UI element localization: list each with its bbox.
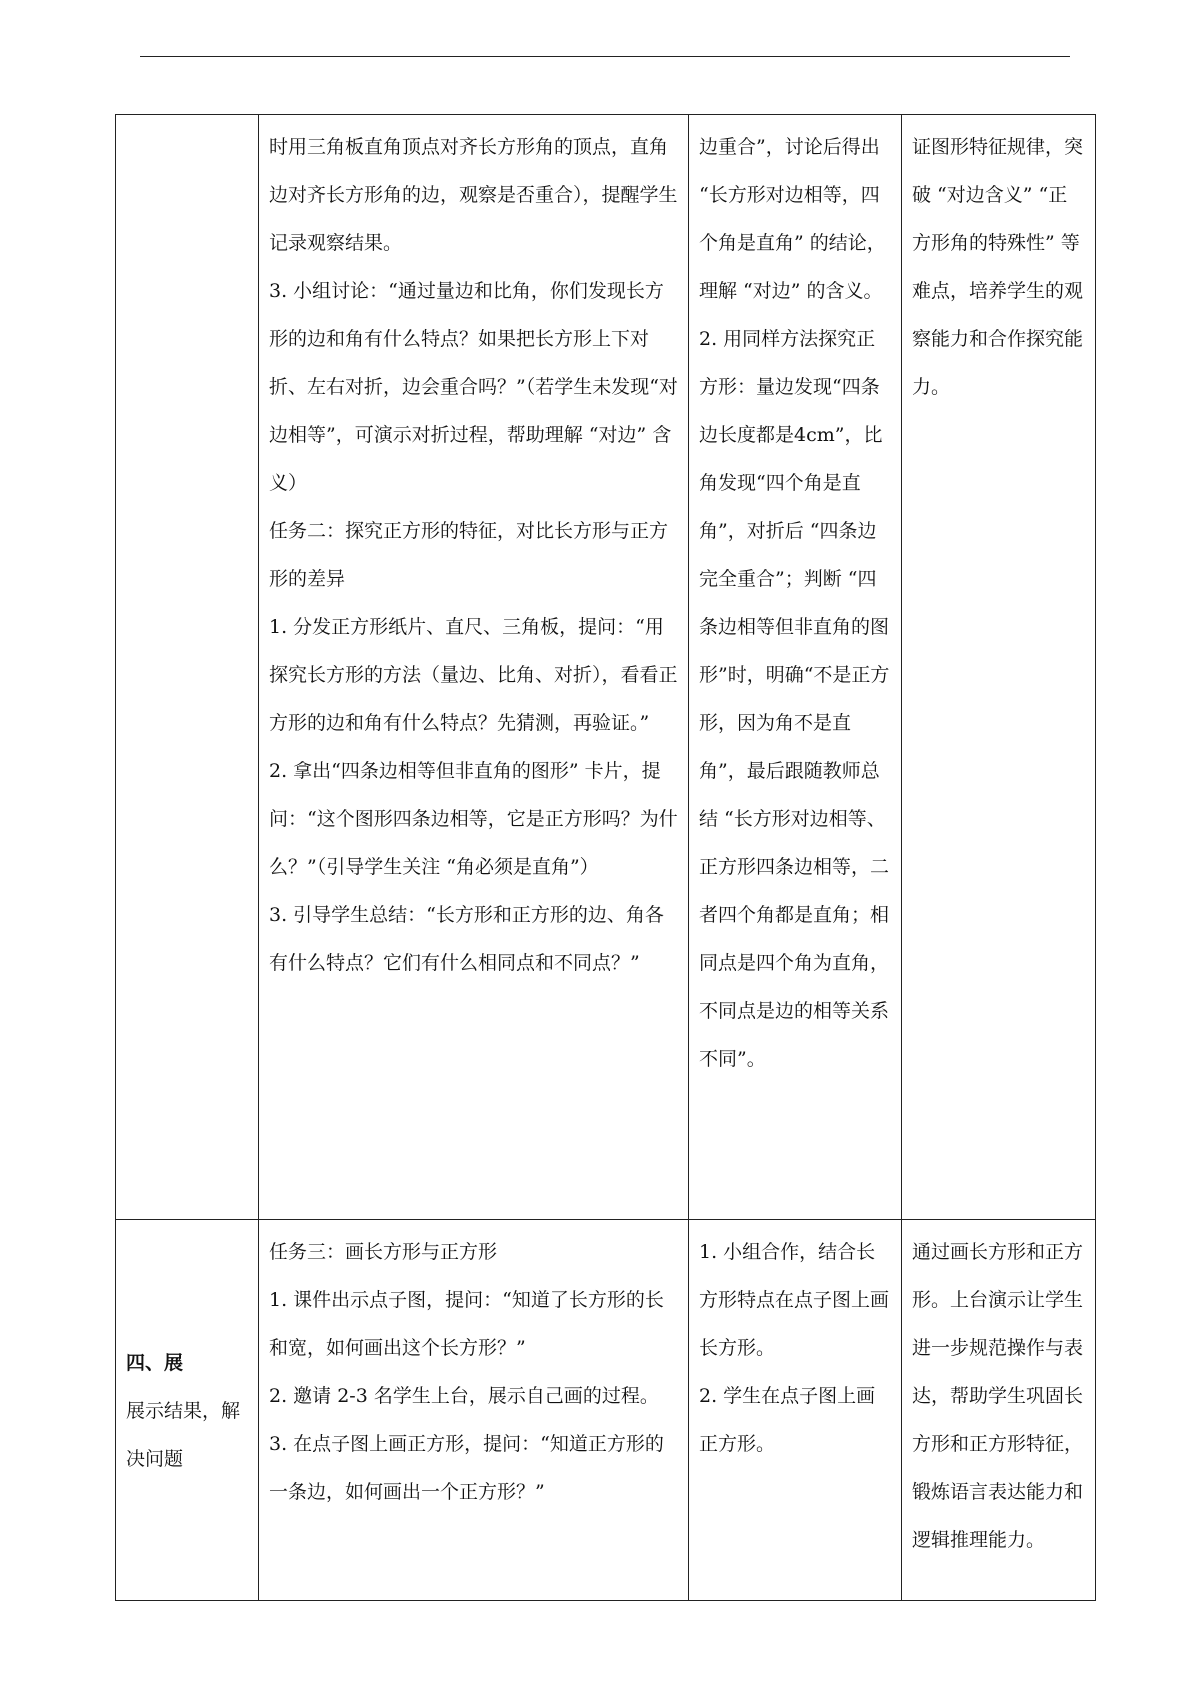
teacher-activity-cell [259,115,689,1220]
teacher-paragraph: 2. 拿出“四条边相等但非直角的图形” 卡片，提问：“这个图形四条边相等，它是正方形吗？为什么？”（引导学生关注 “角必须是直角”） [269,760,678,878]
teacher-paragraph: 任务三：画长方形与正方形 [269,1241,498,1263]
table-row [116,115,1096,1220]
student-activity-cell [689,1220,902,1601]
lesson-plan-table [115,114,1096,1601]
teacher-paragraph: 时用三角板直角顶点对齐长方形角的顶点，直角边对齐长方形角的边，观察是否重合），提醒学生记录观察结果。 [269,136,678,254]
teacher-paragraph: 1. 分发正方形纸片、直尺、三角板，提问：“用探究长方形的方法（量边、比角、对折），看看正方形的边和角有什么特点？先猜测，再验证。” [269,616,678,734]
teacher-paragraph: 1. 课件出示点子图，提问：“知道了长方形的长和宽，如何画出这个长方形？” [269,1289,664,1359]
teacher-paragraph: 任务二：探究正方形的特征，对比长方形与正方形的差异 [269,520,669,590]
teacher-paragraph: 2. 邀请 2-3 名学生上台，展示自己画的过程。 [269,1385,659,1407]
student-activity-cell [689,115,902,1220]
teacher-paragraph: 3. 引导学生总结：“长方形和正方形的边、角各有什么特点？它们有什么相同点和不同点？” [269,904,664,974]
teacher-paragraph: 3. 在点子图上画正方形，提问：“知道正方形的一条边，如何画出一个正方形？” [269,1433,664,1503]
intent-paragraph: 证图形特征规律，突破 “对边含义” “正方形角的特殊性” 等难点，培养学生的观察能力和合作探究能力。 [912,136,1084,398]
stage-description: 展示结果，解决问题 [126,1400,241,1470]
student-paragraph: 边重合”，讨论后得出 “长方形对边相等，四个角是直角” 的结论，理解 “对边” 的含义。 [699,136,886,302]
stage-title: 四、展 [126,1352,184,1374]
teacher-activity-cell [259,1220,689,1601]
student-paragraph: 1. 小组合作，结合长方形特点在点子图上画长方形。 [699,1241,890,1359]
design-intent-cell [902,115,1096,1220]
stage-cell [116,115,259,1220]
student-paragraph: 2. 学生在点子图上画正方形。 [699,1385,876,1455]
student-paragraph: 2. 用同样方法探究正方形：量边发现“四条边长度都是4cm”，比角发现“四个角是直角”，对折后 “四条边完全重合”；判断 “四条边相等但非直角的图形”时，明确“不是正方形，因为角不是直角”，最后跟随教师总结 “长方形对边相等、正方形四条边相等，二者四个角都是直角；相同点是四个角为直角，不同点是边的相等关系不同”。 [699,328,890,1070]
header-rule [140,56,1070,57]
table-row [116,1220,1096,1601]
teacher-paragraph: 3. 小组讨论：“通过量边和比角，你们发现长方形的边和角有什么特点？如果把长方形上下对折、左右对折，边会重合吗？”（若学生未发现“对边相等”，可演示对折过程，帮助理解 “对边” 含义） [269,280,678,494]
intent-paragraph: 通过画长方形和正方形。上台演示让学生进一步规范操作与表达，帮助学生巩固长方形和正方形特征，锻炼语言表达能力和逻辑推理能力。 [912,1241,1084,1551]
design-intent-cell [902,1220,1096,1601]
stage-cell [116,1220,259,1601]
